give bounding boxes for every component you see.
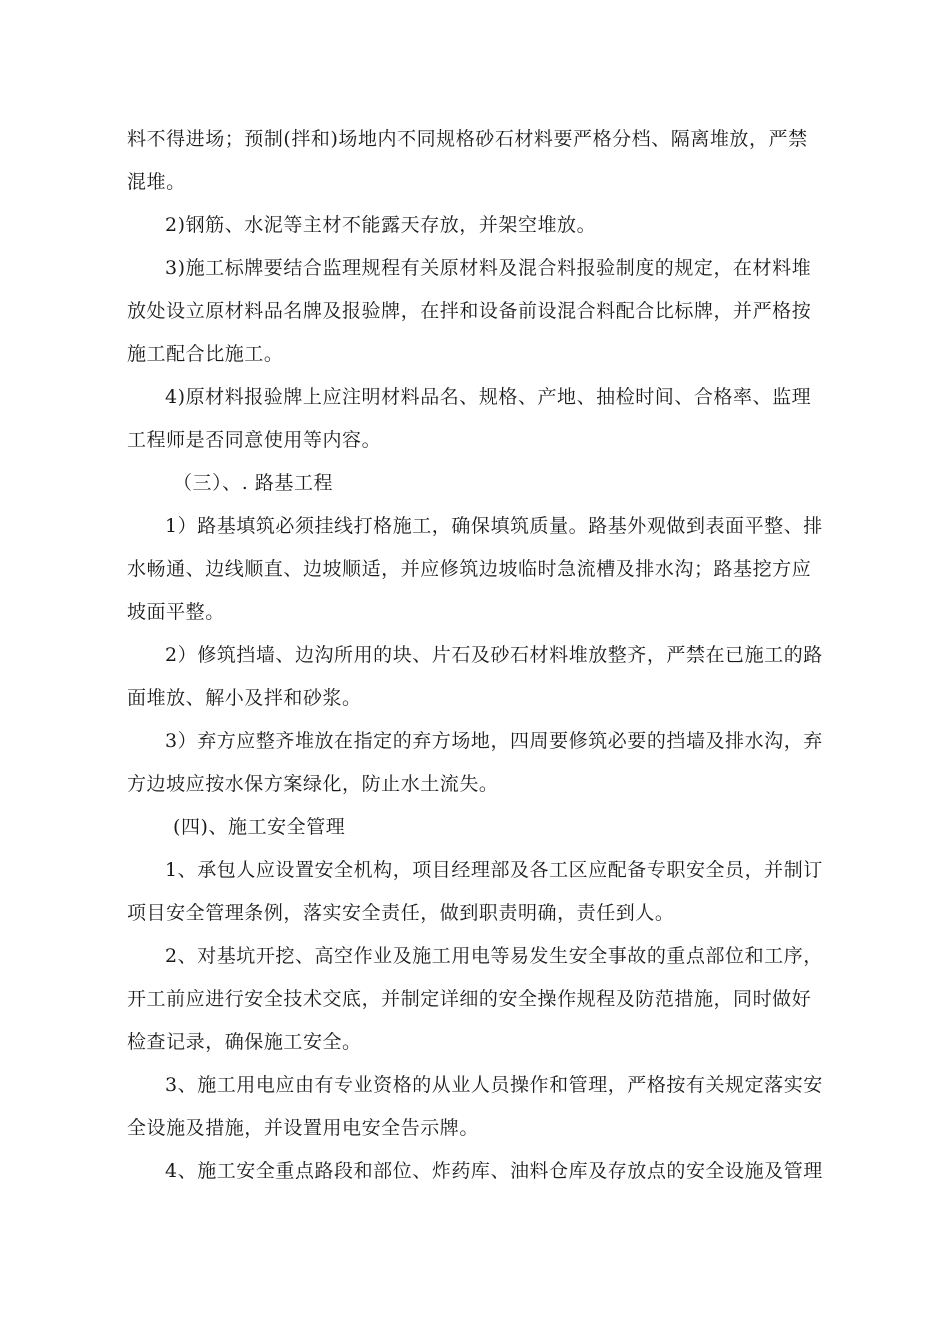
list-item-4: 4)原材料报验牌上应注明材料品名、规格、产地、抽检时间、合格率、监理: [165, 386, 812, 408]
list-item-2: 2、对基坑开挖、高空作业及施工用电等易发生安全事故的重点部位和工序，: [165, 945, 823, 967]
text-line: 放处设立原材料品名牌及报验牌，在拌和设备前设混合料配合比标牌，并严格按: [127, 300, 812, 322]
list-item-1: 1、承包人应设置安全机构，项目经理部及各工区应配备专职安全员，并制订: [165, 859, 823, 881]
text-line: 检查记录，确保施工安全。: [127, 1031, 362, 1053]
section-heading-safety: (四)、施工安全管理: [173, 816, 346, 838]
section-heading-roadbed: （三）、. 路基工程: [173, 472, 334, 494]
text-line: 水畅通、边线顺直、边坡顺适，并应修筑边坡临时急流槽及排水沟；路基挖方应: [127, 558, 812, 580]
document-body: [127, 118, 823, 1193]
list-item-3: 3、施工用电应由有专业资格的从业人员操作和管理，严格按有关规定落实安: [165, 1074, 823, 1096]
text-line: 施工配合比施工。: [127, 343, 284, 365]
list-item-3: 3）弃方应整齐堆放在指定的弃方场地，四周要修筑必要的挡墙及排水沟，弃: [165, 730, 823, 752]
text-line: 面堆放、解小及拌和砂浆。: [127, 687, 362, 709]
list-item-1: 1）路基填筑必须挂线打格施工，确保填筑质量。路基外观做到表面平整、排: [165, 515, 823, 537]
list-item-2: 2)钢筋、水泥等主材不能露天存放，并架空堆放。: [165, 214, 597, 236]
text-line: 全设施及措施，并设置用电安全告示牌。: [127, 1117, 479, 1139]
list-item-3: 3)施工标牌要结合监理规程有关原材料及混合料报验制度的规定，在材料堆: [165, 257, 812, 279]
list-item-2: 2）修筑挡墙、边沟所用的块、片石及砂石材料堆放整齐，严禁在已施工的路: [165, 644, 823, 666]
text-line: 坡面平整。: [127, 601, 225, 623]
text-line: 工程师是否同意使用等内容。: [127, 429, 382, 451]
text-line: 方边坡应按水保方案绿化，防止水土流失。: [127, 773, 499, 795]
text-line: 项目安全管理条例，落实安全责任，做到职责明确，责任到人。: [127, 902, 675, 924]
text-line: 开工前应进行安全技术交底，并制定详细的安全操作规程及防范措施，同时做好: [127, 988, 812, 1010]
text-line: 混堆。: [127, 171, 186, 193]
list-item-4: 4、施工安全重点路段和部位、炸药库、油料仓库及存放点的安全设施及管理: [165, 1160, 823, 1182]
text-line: 料不得进场；预制(拌和)场地内不同规格砂石材料要严格分档、隔离堆放，严禁: [127, 128, 808, 150]
